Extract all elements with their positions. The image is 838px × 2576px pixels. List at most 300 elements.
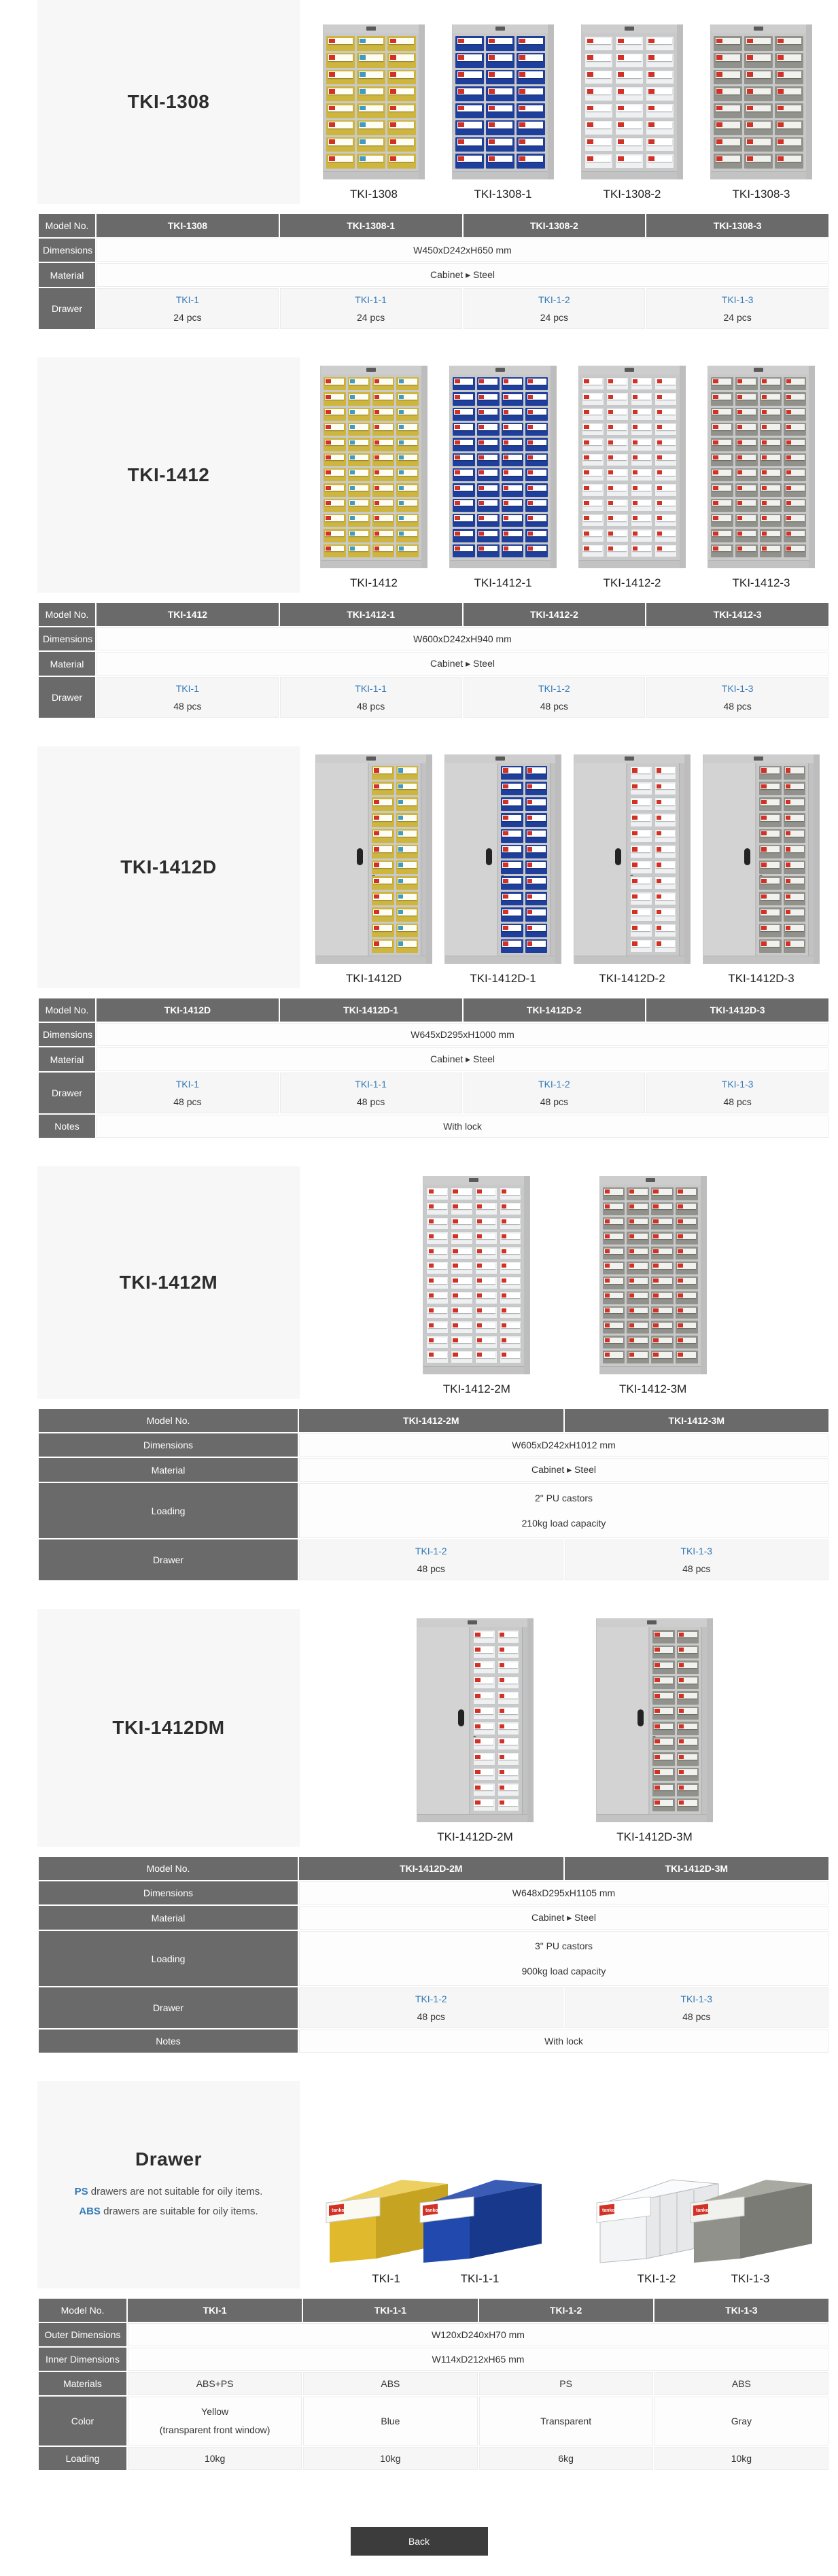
material-link[interactable]: ABS xyxy=(79,2205,101,2217)
brand-chip-icon xyxy=(477,1353,482,1357)
bin-label-strip xyxy=(648,71,672,78)
drawer-bin xyxy=(654,829,676,843)
drawer-bin xyxy=(497,1798,519,1812)
drawer-model-link[interactable]: TKI-1-1 xyxy=(355,683,387,694)
bin-label-strip xyxy=(761,500,780,506)
brand-chip-icon xyxy=(762,516,767,520)
brand-chip-icon xyxy=(360,106,366,111)
brand-chip-icon xyxy=(519,122,525,127)
bin-label-strip xyxy=(737,379,756,385)
spec-table-row xyxy=(38,1856,829,1881)
drawer-bin xyxy=(651,1247,674,1259)
bin-label-strip xyxy=(519,122,543,128)
bin-label-strip xyxy=(499,1739,518,1745)
drawer-bin xyxy=(759,813,781,826)
drawer-bin xyxy=(324,514,346,527)
brand-chip-icon xyxy=(761,847,766,851)
product-figure xyxy=(323,24,425,201)
bin-label-strip xyxy=(712,409,731,415)
brand-chip-icon xyxy=(747,139,753,144)
drawer-model-link[interactable]: TKI-1-1 xyxy=(355,1079,387,1090)
brand-chip-icon xyxy=(629,1234,634,1238)
cabinet-body xyxy=(574,763,684,956)
drawer-bin xyxy=(652,1768,674,1781)
span-subtext: 900kg load capacity xyxy=(521,1965,606,1977)
bin-label-strip xyxy=(374,394,393,400)
drawer-bin xyxy=(714,137,742,152)
drawer-bin xyxy=(677,1752,699,1766)
brand-chip-icon xyxy=(786,910,790,914)
bin-label-strip xyxy=(761,941,780,947)
brand-chip-icon xyxy=(500,1786,504,1790)
drawer-bin xyxy=(631,438,653,451)
brand-chip-icon xyxy=(477,1278,482,1283)
bin-label-strip xyxy=(374,424,393,430)
product-art xyxy=(323,24,425,179)
bin-label-strip xyxy=(499,1693,518,1699)
drawer-model-link[interactable]: TKI-1-2 xyxy=(538,294,570,305)
bin-label-strip xyxy=(389,54,414,61)
drawer-model-link[interactable]: TKI-1-1 xyxy=(355,294,387,305)
drawer-bin xyxy=(582,529,604,542)
bin-label-strip xyxy=(677,1338,696,1343)
bin-label-strip xyxy=(617,156,642,162)
drawer-bin xyxy=(630,892,652,905)
brand-chip-icon xyxy=(786,425,791,429)
bin-label-strip xyxy=(325,394,344,400)
drawer-bin xyxy=(584,53,613,68)
bin-label-strip xyxy=(657,485,676,491)
drawer-bin xyxy=(784,829,805,843)
bin-label-strip xyxy=(389,105,414,112)
brand-chip-icon xyxy=(503,941,508,945)
bin-label-strip xyxy=(617,105,642,112)
product-art xyxy=(686,2173,815,2268)
drawer-bin xyxy=(357,86,385,101)
brand-chip-icon xyxy=(679,1755,684,1759)
brand-chip-icon xyxy=(519,55,525,60)
drawer-bin xyxy=(651,1202,674,1215)
bin-label-strip xyxy=(325,485,344,491)
drawer-model-link[interactable]: TKI-1-2 xyxy=(538,683,570,694)
drawer-bin xyxy=(603,1247,625,1259)
product-figure xyxy=(596,1618,713,1844)
drawer-bin xyxy=(372,876,394,890)
bin-label-strip xyxy=(777,105,801,112)
drawer-bin xyxy=(760,544,782,557)
cell-text: ABS xyxy=(731,2378,751,2390)
bin-label-strip xyxy=(373,862,392,868)
bin-label-strip xyxy=(374,500,393,506)
drawer-bin xyxy=(784,813,805,826)
bin-label-strip xyxy=(476,1204,495,1209)
cabinet-top-logo xyxy=(423,1176,524,1185)
bin-label-strip xyxy=(502,846,521,852)
span-text: W645xD295xH1000 mm xyxy=(411,1029,514,1040)
brand-chip-icon xyxy=(653,1308,658,1312)
bin-label-strip xyxy=(454,440,473,446)
model-no-cell: TKI-1412 xyxy=(96,602,279,627)
bin-label-strip xyxy=(457,122,482,128)
drawer-bin xyxy=(357,120,385,135)
drawer-bin xyxy=(603,1187,625,1200)
drawer-bin xyxy=(654,907,676,921)
product-section-tki-1412dm xyxy=(37,1609,830,2054)
brand-chip-icon xyxy=(657,941,661,945)
brand-chip-icon xyxy=(326,455,330,459)
bin-label-strip xyxy=(632,394,651,400)
drawer-bin xyxy=(324,377,346,390)
drawer-bin xyxy=(451,1336,473,1348)
span-value-cell xyxy=(298,1433,829,1457)
product-figure xyxy=(708,366,815,590)
bin-label-strip xyxy=(502,784,521,790)
bin-label-strip xyxy=(629,1308,648,1313)
cabinet-body xyxy=(597,1627,707,1814)
brand-chip-icon xyxy=(500,1694,504,1698)
drawer-bin xyxy=(744,103,773,118)
drawer-bin xyxy=(631,453,653,466)
brand-chip-icon xyxy=(762,501,767,505)
brand-chip-icon xyxy=(618,39,624,43)
drawer-model-link[interactable]: TKI-1 xyxy=(175,1079,199,1090)
cabinet-base xyxy=(423,1366,524,1374)
bin-label-strip xyxy=(678,1785,697,1791)
brand-chip-icon xyxy=(477,1293,482,1298)
brand-chip-icon xyxy=(653,1249,658,1253)
brand-chip-icon xyxy=(629,1204,634,1208)
brand-chip-icon xyxy=(453,1353,457,1357)
bin-label-strip xyxy=(677,1323,696,1328)
brand-chip-icon xyxy=(519,106,525,111)
bin-label-strip xyxy=(785,909,804,916)
drawer-bin xyxy=(676,1276,698,1289)
brand-chip-icon xyxy=(527,784,532,788)
drawer-bin xyxy=(677,1783,699,1796)
brand-chip-icon xyxy=(587,89,593,94)
drawer-bin-grid xyxy=(423,1185,524,1366)
drawer-model-link[interactable]: TKI-1 xyxy=(175,683,199,694)
bin-label-strip xyxy=(608,379,627,385)
drawer-bin xyxy=(387,36,416,51)
drawer-bin xyxy=(525,939,547,953)
drawer-model-link[interactable]: TKI-1-3 xyxy=(721,294,754,305)
bin-label-strip xyxy=(428,1249,447,1254)
bin-label-strip xyxy=(657,546,676,552)
cabinet-top-logo xyxy=(708,366,809,375)
drawer-model-link[interactable]: TKI-1 xyxy=(175,294,199,305)
brand-chip-icon xyxy=(654,1724,659,1728)
bin-label-strip xyxy=(457,54,482,61)
drawer-bin-grid xyxy=(756,763,808,956)
drawer-bin xyxy=(455,86,484,101)
brand-chip-icon xyxy=(374,784,379,788)
model-no-cell: TKI-1412D xyxy=(96,998,279,1022)
brand-chip-icon xyxy=(632,784,637,788)
product-caption: TKI-1412-3M xyxy=(619,1382,687,1395)
brand-chip-icon xyxy=(657,546,662,551)
product-section-tki-1412d xyxy=(37,746,830,1139)
brand-chip-icon xyxy=(587,106,593,111)
bin-label-strip xyxy=(454,531,473,537)
drawer-bin xyxy=(775,36,803,51)
drawer-bin xyxy=(525,876,547,890)
drawer-bin xyxy=(631,544,653,557)
drawer-bin xyxy=(646,86,674,101)
drawer-bin xyxy=(357,137,385,152)
drawer-bin xyxy=(486,86,514,101)
description-line: ABS drawers are suitable for oily items. xyxy=(79,2205,258,2217)
brand-chip-icon xyxy=(678,1219,682,1223)
brand-chip-icon xyxy=(786,768,790,772)
bin-label-strip xyxy=(785,894,804,900)
drawer-bin xyxy=(711,392,733,405)
model-no-cell: TKI-1412D-2M xyxy=(298,1856,564,1881)
brand-chip-icon xyxy=(605,1278,610,1283)
brand-chip-icon xyxy=(632,926,637,930)
bin-label-strip xyxy=(737,409,756,415)
drawer-bin xyxy=(744,154,773,169)
drawer-bin xyxy=(348,544,370,557)
bin-label-strip xyxy=(478,470,497,476)
bin-label-strip xyxy=(502,862,521,868)
brand-chip-icon xyxy=(479,425,484,429)
drawer-bin xyxy=(426,1336,449,1348)
back-button[interactable]: Back xyxy=(351,2527,488,2556)
cabinet-base xyxy=(453,171,548,179)
bin-label-strip xyxy=(474,1739,493,1745)
brand-chip-icon xyxy=(713,410,718,414)
drawer-bin xyxy=(500,1247,522,1259)
drawer-bin xyxy=(627,1321,649,1334)
brand-chip-icon xyxy=(608,410,613,414)
drawer-bin xyxy=(372,468,395,481)
drawer-bin xyxy=(676,1217,698,1230)
brand-chip-icon xyxy=(584,486,589,490)
cabinet-door xyxy=(597,1627,650,1814)
bin-label-strip xyxy=(328,122,353,128)
brand-chip-icon xyxy=(500,1739,504,1743)
drawer-bin xyxy=(784,408,806,421)
brand-chip-icon xyxy=(453,1308,457,1312)
brand-chip-icon xyxy=(475,1770,480,1774)
drawer-bin xyxy=(711,499,733,512)
brand-chip-icon xyxy=(653,1323,658,1327)
bin-label-strip xyxy=(503,546,522,552)
brand-chip-icon xyxy=(653,1278,658,1283)
bin-label-strip xyxy=(631,815,650,821)
brand-chip-icon xyxy=(713,486,718,490)
brand-chip-icon xyxy=(737,470,742,474)
brand-chip-icon xyxy=(629,1293,634,1298)
spec-table xyxy=(37,2297,830,2471)
bin-label-strip xyxy=(476,1323,495,1328)
spec-table xyxy=(37,1856,830,2054)
brand-chip-icon xyxy=(399,395,404,399)
brand-chip-icon xyxy=(679,1800,684,1805)
cabinet-base xyxy=(316,956,426,964)
drawer-bin xyxy=(744,36,773,51)
row-label-cell: Notes xyxy=(38,1114,96,1138)
brand-chip-icon xyxy=(713,516,718,520)
drawer-bin-grid xyxy=(627,763,679,956)
drawer-bin xyxy=(603,1351,625,1363)
bin-label-strip xyxy=(654,1739,673,1745)
bin-label-strip xyxy=(677,1263,696,1268)
bin-label-strip xyxy=(519,71,543,78)
drawer-bin xyxy=(426,1321,449,1334)
bin-label-strip xyxy=(452,1352,471,1357)
product-art xyxy=(417,1618,534,1822)
bin-label-strip xyxy=(398,455,417,461)
drawer-bin xyxy=(646,53,674,68)
bin-label-strip xyxy=(677,1352,696,1357)
bin-label-strip xyxy=(398,846,417,852)
row-label-cell: Color xyxy=(38,2396,127,2446)
drawer-bin xyxy=(654,453,677,466)
bin-label-strip xyxy=(325,515,344,521)
drawer-model-link[interactable]: TKI-1-3 xyxy=(680,1546,713,1557)
bin-label-strip xyxy=(501,1234,520,1239)
bin-label-strip xyxy=(648,122,672,128)
bin-label-strip xyxy=(501,1338,520,1343)
bin-label-strip xyxy=(519,38,543,45)
bin-label-strip xyxy=(737,470,756,476)
drawer-bin xyxy=(497,1768,519,1781)
brand-chip-icon xyxy=(629,1278,634,1283)
model-no-cell: TKI-1 xyxy=(127,2298,302,2322)
brand-chip-icon xyxy=(786,816,790,820)
bin-label-strip xyxy=(476,1219,495,1224)
brand-chip-icon xyxy=(429,1308,434,1312)
brand-chip-icon xyxy=(398,800,403,804)
bin-label-strip xyxy=(746,122,771,128)
brand-chip-icon xyxy=(479,516,484,520)
drawer-bin-grid xyxy=(582,33,677,171)
door-handle-icon xyxy=(744,848,750,865)
brand-chip-icon xyxy=(716,106,722,111)
cabinet-top-logo xyxy=(703,754,814,763)
bin-label-strip xyxy=(583,394,602,400)
product-art xyxy=(708,366,815,568)
spec-table-row xyxy=(38,1408,829,1433)
drawer-bin xyxy=(473,1630,495,1643)
span-text: Cabinet ▸ Steel xyxy=(531,1464,596,1475)
bin-label-strip xyxy=(716,38,740,45)
brand-chip-icon xyxy=(587,122,593,127)
drawer-bin-grid xyxy=(324,33,419,171)
bin-label-strip xyxy=(583,409,602,415)
drawer-model-link[interactable]: TKI-1-2 xyxy=(415,1994,447,2005)
drawer-bin xyxy=(651,1291,674,1304)
bin-label-strip xyxy=(629,1249,648,1254)
bin-label-strip xyxy=(428,1338,447,1343)
drawer-bin xyxy=(451,1261,473,1274)
bin-label-strip xyxy=(374,470,393,476)
bin-label-strip xyxy=(712,394,731,400)
drawer-bin xyxy=(396,924,418,937)
brand-chip-icon xyxy=(786,455,791,459)
drawer-bin xyxy=(631,468,653,481)
drawer-bin xyxy=(584,103,613,118)
drawer-bin xyxy=(525,483,548,496)
bin-label-strip xyxy=(476,1293,495,1298)
brand-chip-icon xyxy=(632,816,637,820)
drawer-bin xyxy=(475,1336,497,1348)
drawer-model-link[interactable]: TKI-1-2 xyxy=(415,1546,447,1557)
bin-label-strip xyxy=(587,139,611,145)
drawer-bin xyxy=(501,907,523,921)
bin-label-strip xyxy=(761,894,780,900)
bin-label-strip xyxy=(777,54,801,61)
drawer-model-link[interactable]: TKI-1-3 xyxy=(721,1079,754,1090)
product-caption: TKI-1412-3 xyxy=(732,576,790,589)
brand-chip-icon xyxy=(527,847,532,851)
bin-label-strip xyxy=(328,139,353,145)
bin-label-strip xyxy=(454,485,473,491)
brand-chip-icon xyxy=(326,395,330,399)
brand-chip-icon xyxy=(648,89,654,94)
drawer-bin xyxy=(735,377,758,390)
brand-chip-icon xyxy=(737,532,742,536)
span-value-cell xyxy=(298,1905,829,1930)
bin-label-strip xyxy=(648,38,672,45)
bin-label-strip xyxy=(398,941,417,947)
bin-label-strip xyxy=(587,105,611,112)
section-title: Drawer xyxy=(135,2148,202,2170)
bin-label-strip xyxy=(452,1308,471,1313)
drawer-bin xyxy=(477,377,500,390)
brand-chip-icon xyxy=(618,139,624,144)
bin-label-strip xyxy=(746,105,771,112)
drawer-bin xyxy=(603,1276,625,1289)
cabinet-body xyxy=(450,375,551,560)
bin-label-strip xyxy=(488,88,512,95)
drawer-cell xyxy=(564,1987,830,2029)
brand-chip-icon xyxy=(657,800,661,804)
brand-chip-icon xyxy=(527,816,532,820)
product-images xyxy=(300,2081,830,2288)
drawer-bin xyxy=(387,137,416,152)
open-door-edge xyxy=(679,763,684,956)
bin-label-strip xyxy=(761,470,780,476)
drawer-bin xyxy=(453,514,475,527)
drawer-bin xyxy=(646,137,674,152)
bin-label-strip xyxy=(474,1754,493,1760)
brand-chip-icon xyxy=(504,501,508,505)
brand-chip-icon xyxy=(778,139,784,144)
drawer-bin xyxy=(426,1247,449,1259)
drawer-bin xyxy=(396,423,419,436)
drawer-bin xyxy=(451,1247,473,1259)
brand-chip-icon xyxy=(761,768,766,772)
drawer-model-link[interactable]: TKI-1-2 xyxy=(538,1079,570,1090)
drawer-bin xyxy=(473,1646,495,1659)
drawer-bin xyxy=(652,1691,674,1705)
product-figure xyxy=(320,366,427,590)
bin-label-strip xyxy=(502,894,521,900)
drawer-bin xyxy=(525,408,548,421)
bin-label-strip xyxy=(587,88,611,95)
bin-label-strip xyxy=(652,1234,671,1239)
drawer-model-link[interactable]: TKI-1-3 xyxy=(680,1994,713,2005)
drawer-bin xyxy=(606,514,629,527)
material-link[interactable]: PS xyxy=(74,2186,88,2198)
bin-label-strip xyxy=(398,440,417,446)
brand-chip-icon xyxy=(584,440,589,445)
drawer-model-link[interactable]: TKI-1-3 xyxy=(721,683,754,694)
brand-chip-icon xyxy=(479,410,484,414)
